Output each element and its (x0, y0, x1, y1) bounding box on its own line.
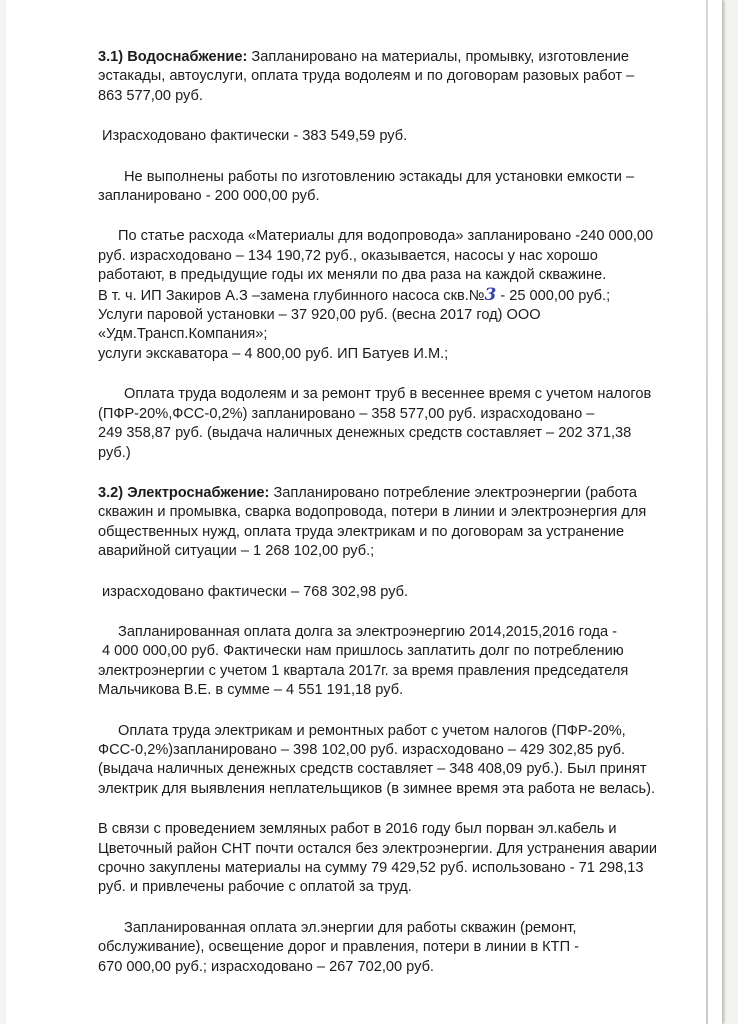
page-edge (706, 0, 708, 1024)
pump-line: В т. ч. ИП Закиров А.З –замена глубинного насоса скв.№3 - 25 000,00 руб.; (98, 284, 611, 305)
document-page (6, 0, 722, 1024)
text-line: Оплата труда электрикам и ремонтных работ с учетом налогов (ПФР-20%, (118, 722, 626, 739)
text-line: Запланированная оплата эл.энергии для работы скважин (ремонт, (124, 919, 577, 936)
text-line: Запланировано потребление электроэнергии (работа (269, 484, 637, 501)
section-3-1-labor (98, 385, 678, 463)
text-line: электрик для выявления неплательщиков (в зимнее время эта работа не велась). (98, 780, 655, 797)
text-line: Запланировано на материалы, промывку, изготовление (247, 49, 630, 65)
document-body (98, 48, 678, 998)
section-3-1-spent: Израсходовано фактически - 383 549,59 руб. (102, 128, 408, 145)
text-line: 4 000 000,00 руб. Фактически нам пришлось заплатить долг по потреблению (102, 643, 624, 660)
text-line: эстакады, автоуслуги, оплата труда водолеям и по договорам разовых работ – (98, 68, 635, 85)
text-line: Мальчикова В.Е. в сумме – 4 551 191,18 руб. (98, 682, 404, 699)
text-line: электроэнергии с учетом 1 квартала 2017г. за время правления председателя (98, 662, 629, 679)
section-3-2-heading: 3.2) Электроснабжение: (98, 484, 270, 501)
section-3-2-labor (98, 722, 678, 800)
section-3-1-intro (98, 48, 678, 106)
section-3-1-heading: 3.1) Водоснабжение: (98, 49, 248, 65)
text-line: ФСС-0,2%)запланировано – 398 102,00 руб. израсходовано – 429 302,85 руб. (98, 741, 625, 758)
text-line: срочно закуплены материалы на сумму 79 429,52 руб. использовано - 71 298,13 (98, 860, 644, 876)
section-3-1-not-done (98, 168, 678, 207)
text-line: общественных нужд, оплата труда электрикам и по договорам за устранение (98, 523, 625, 540)
text-line: Не выполнены работы по изготовлению эстакады для установки емкости – (124, 168, 635, 185)
text-line: В связи с проведением земляных работ в 2016 году был порван эл.кабель и (98, 821, 617, 838)
text-line: руб.) (98, 444, 131, 461)
handwritten-number: 3 (484, 284, 497, 305)
text-line: руб. и привлечены рабочие с оплатой за труд. (98, 879, 412, 896)
text-line: Цветочный район СНТ почти остался без электроэнергии. Для устранения аварии (98, 840, 658, 857)
section-3-2-spent: израсходовано фактически – 768 302,98 руб. (102, 583, 409, 600)
text-line: Запланированная оплата долга за электроэнергию 2014,2015,2016 года - (118, 623, 618, 640)
text-line: аварийной ситуации – 1 268 102,00 руб.; (98, 543, 375, 560)
text-line: 863 577,00 руб. (98, 87, 203, 104)
text-line: (ПФР-20%,ФСС-0,2%) запланировано – 358 577,00 руб. израсходовано – (98, 405, 595, 422)
text-line: работают, в предыдущие годы их меняли по два раза на каждой скважине. (98, 267, 607, 284)
section-3-2-debt (98, 623, 678, 701)
text-line: (выдача наличных денежных средств составляет – 348 408,09 руб.). Был принят (98, 761, 647, 778)
text-line: Оплата труда водолеям и за ремонт труб в весеннее время с учетом налогов (124, 386, 652, 403)
text-line: услуги экскаватора – 4 800,00 руб. ИП Батуев И.М.; (98, 345, 449, 362)
text-line: «Удм.Трансп.Компания»; (98, 326, 268, 343)
text-line: По статье расхода «Материалы для водопровода» запланировано -240 000,00 (118, 228, 654, 245)
section-3-1-materials (98, 227, 678, 364)
section-3-2-wells (98, 919, 678, 977)
text-line: 670 000,00 руб.; израсходовано – 267 702,00 руб. (98, 958, 434, 975)
text-line: Услуги паровой установки – 37 920,00 руб. (весна 2017 год) ООО (98, 307, 541, 324)
text-line: обслуживание), освещение дорог и правления, потери в линии в КТП - (98, 939, 579, 956)
section-3-2-intro (98, 484, 678, 562)
text-line: 249 358,87 руб. (выдача наличных денежных средств составляет – 202 371,38 (98, 425, 632, 442)
section-3-2-cable (98, 820, 678, 898)
text-line: запланировано - 200 000,00 руб. (98, 188, 320, 205)
text-line: руб. израсходовано – 134 190,72 руб., оказывается, насосы у нас хорошо (98, 247, 598, 264)
text-line: скважин и промывка, сварка водопровода, потери в линии и электроэнергия для (98, 504, 647, 521)
